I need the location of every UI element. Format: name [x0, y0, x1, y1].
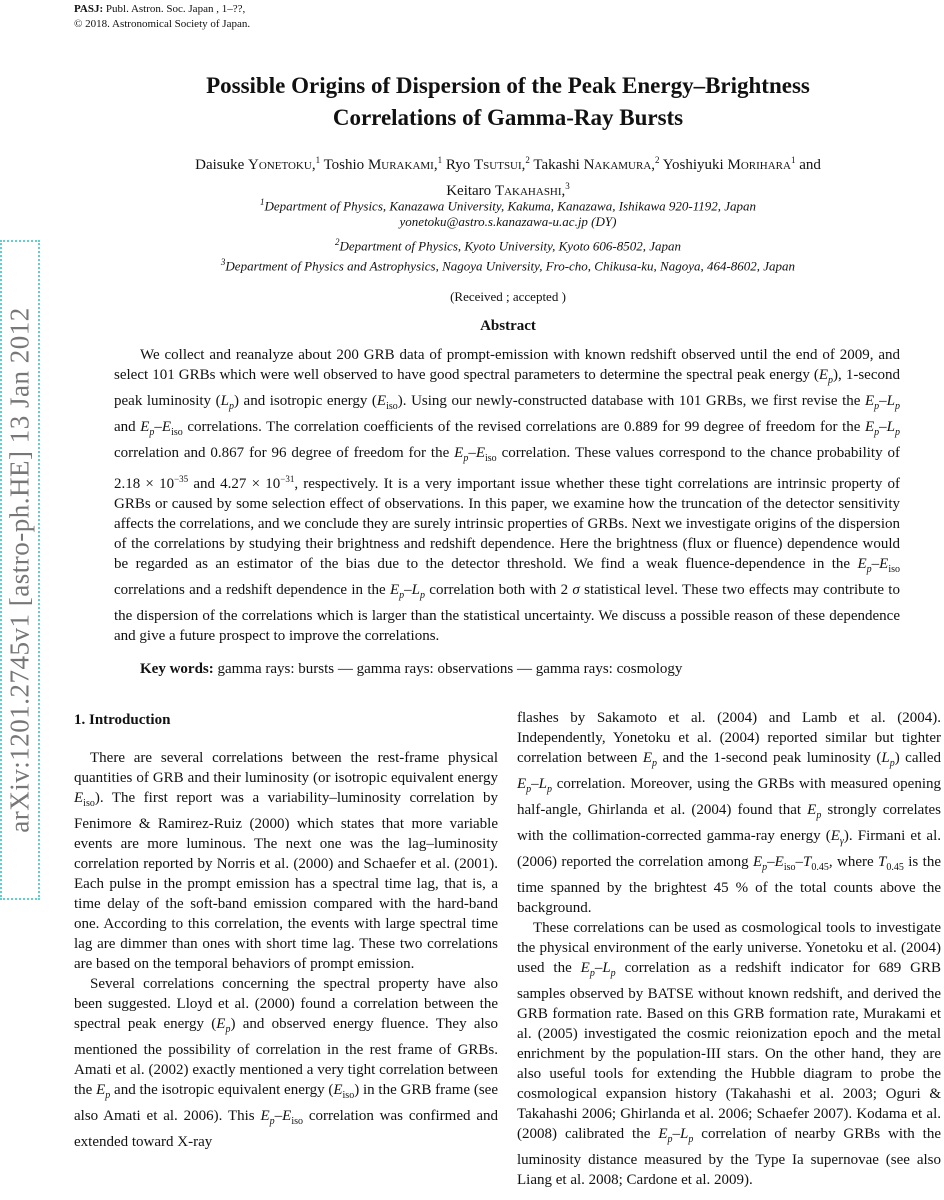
copyright: © 2018. Astronomical Society of Japan.: [74, 18, 251, 30]
received-line: (Received ; accepted ): [450, 289, 566, 304]
author-last: Murakami: [367, 157, 434, 173]
author-last: Tsutsui: [474, 157, 522, 173]
section-heading: 1. Introduction: [74, 712, 171, 728]
author-list: Daisuke Yonetoku,$^1$ Toshio Murakami,$^1$ Ryo Tsutsui,$^2$ Takashi Nakamura,$^2$ Yoshiyuki Morihara$^1$ and Keitaro Takahashi,$^3$: [195, 155, 821, 199]
author-first: Toshio: [323, 157, 365, 173]
journal-header: [74, 2, 250, 32]
keywords-text: gamma rays: bursts — gamma rays: observations — gamma rays: cosmology: [217, 661, 683, 677]
affiliation-1: $^1$Department of Physics, Kanazawa University, Kakuma, Kanazawa, Ishikawa 920-1192, Japan: [259, 197, 757, 214]
affiliation-2: $^2$Department of Physics, Kyoto University, Kyoto 606-8502, Japan: [334, 237, 682, 254]
abstract-body: We collect and reanalyze about 200 GRB data of prompt-emission with known redshift observed until the end of 2009, and select 101 GRBs which were well observed to have good spectral parameters to determine the spectral peak energy $(E_p)$, 1-second peak luminosity $(L_p)$ and isotropic energy $(E_{iso})$. Using our newly-constructed database with 101 GRBs, we first revise the $E_p-L_p$ and $E_p-E_{iso}$ correlations. The correlation coefficients of the revised correlations are 0.889 for 99 degree of freedom for the $E_p-L_p$ correlation and 0.867 for 96 degree of freedom for the $E_p-E_{iso}$ correlation. These values correspond to the chance probability of $2.18 \times 10^{-35}$ and $4.27 \times 10^{-31}$, respectively. It is a very important issue whether these tight correlations are intrinsic property of GRBs or caused by some selection effect of observations. In this paper, we examine how the truncation of the detector sensitivity affects the correlations, and we conclude they are surely intrinsic properties of GRBs. Next we investigate origins of the dispersion of the correlations by studying their brightness and redshift dependence. Here the brightness (flux or fluence) dependence would be regarded as an estimator of the bias due to the detector threshold. We find a weak fluence-dependence in the $E_p-E_{iso}$ correlations and a redshift dependence in the $E_p-L_p$ correlation both with 2 σ statistical level. These two effects may contribute to the dispersion of the correlations which is larger than the statistical uncertainty. We discuss a possible reason of these dependence and give a future prospect to improve the correlations.: [114, 347, 901, 644]
paragraph: There are several correlations between the rest-frame physical quantities of GRB and their luminosity (or isotropic equivalent energy $E_{iso}$). The first report was a variability–luminosity correlation by Fenimore & Ramirez-Ruiz (2000) which states that more variable events are more luminous. The next one was the lag–luminosity correlation reported by Norris et al. (2000) and Schaefer et al. (2001). Each pulse in the prompt emission has a spectral time lag, that is, a time delay of the soft-band emission compared with the hard-band one. According to this correlation, the events with large spectral time lag are dimmer than ones with short time lag. These two correlations are based on the temporal behaviors of prompt emission.: [74, 750, 498, 972]
author-last: Yonetoku: [248, 157, 312, 173]
author-last: Takahashi: [494, 183, 562, 199]
author-and: and: [799, 157, 821, 173]
contact-email: yonetoku@astro.s.kanazawa-u.ac.jp (DY): [399, 214, 617, 229]
affiliation-3: $^3$Department of Physics and Astrophysics, Nagoya University, Fro-cho, Chikusa-ku, Nagoya, 464-8602, Japan: [220, 257, 796, 274]
left-column: [74, 710, 498, 1152]
affiliation-text: Department of Physics, Kyoto University, Kyoto 606-8502, Japan: [339, 238, 682, 254]
paragraph: These correlations can be used as cosmological tools to investigate the physical environment of the early universe. Yonetoku et al. (2004) used the $E_p-L_p$ correlation as a redshift indicator for 689 GRB samples observed by BATSE without known redshift, and derived the GRB formation rate. Based on this GRB formation rate, Murakami et al. (2005) investigated the cosmic reionization epoch and the metal enrichment by the population-III stars. On the other hand, they are also useful tools for extending the Hubble diagram to probe the cosmological expansion history (Takahashi et al. 2003; Oguri & Takahashi 2006; Ghirlanda et al. 2006; Schaefer 2007). Kodama et al. (2008) calibrated the $E_p-L_p$ correlation of nearby GRBs with the luminosity distance measured by the Type Ia supernovae (see also Liang et al. 2008; Cardone et al. 2009).: [517, 920, 941, 1188]
journal-name: PASJ:: [74, 3, 104, 15]
arxiv-stamp: [0, 240, 40, 900]
journal-citation: Publ. Astron. Soc. Japan , 1–??,: [105, 3, 246, 15]
title-line-1: Possible Origins of Dispersion of the Peak Energy–Brightness: [206, 73, 810, 98]
paragraph: Several correlations concerning the spectral property have also been suggested. Lloyd et al. (2000) found a correlation between the spectral peak energy $(E_p)$ and observed energy fluence. They also mentioned the possibility of correlation in the rest frame of GRBs. Amati et al. (2002) exactly mentioned a very tight correlation between the $E_p$ and the isotropic equivalent energy $(E_{iso})$ in the GRB frame (see also Amati et al. 2006). This $E_p-E_{iso}$ correlation was confirmed and extended toward X-ray: [74, 976, 498, 1150]
author-last: Nakamura: [583, 157, 652, 173]
paper-title: [100, 70, 916, 134]
abstract-heading: Abstract: [480, 318, 536, 334]
affiliation-text: Department of Physics, Kanazawa University, Kakuma, Kanazawa, Ishikawa 920-1192, Japan: [264, 198, 757, 214]
title-line-2: Correlations of Gamma-Ray Bursts: [332, 105, 684, 130]
author-first: Keitaro: [446, 183, 492, 199]
right-column: [517, 708, 941, 1190]
affiliation-text: Department of Physics and Astrophysics, Nagoya University, Fro-cho, Chikusa-ku, Nagoya, 464-8602, Japan: [225, 258, 796, 274]
paragraph: flashes by Sakamoto et al. (2004) and Lamb et al. (2004). Independently, Yonetoku et al. (2004) reported similar but tighter correlation between $E_p$ and the 1-second peak luminosity $(L_p)$ called $E_p-L_p$ correlation. Moreover, using the GRBs with measured opening half-angle, Ghirlanda et al. (2004) found that $E_p$ strongly correlates with the collimation-corrected gamma-ray energy $(E_\gamma)$. Firmani et al. (2006) reported the correlation among $E_p-E_{iso}-T_{0.45}$, where $T_{0.45}$ is the time spanned by the brightest 45 % of the total counts above the background.: [517, 710, 942, 916]
author-last: Morihara: [727, 157, 791, 173]
keywords: [140, 659, 900, 679]
author-first: Daisuke: [195, 157, 245, 173]
arxiv-id: arXiv:1201.2745v1 [astro-ph.HE] 13 Jan 2012: [4, 307, 35, 833]
author-first: Takashi: [533, 157, 580, 173]
keywords-label: Key words:: [140, 661, 214, 677]
author-first: Yoshiyuki: [662, 157, 724, 173]
author-first: Ryo: [445, 157, 471, 173]
